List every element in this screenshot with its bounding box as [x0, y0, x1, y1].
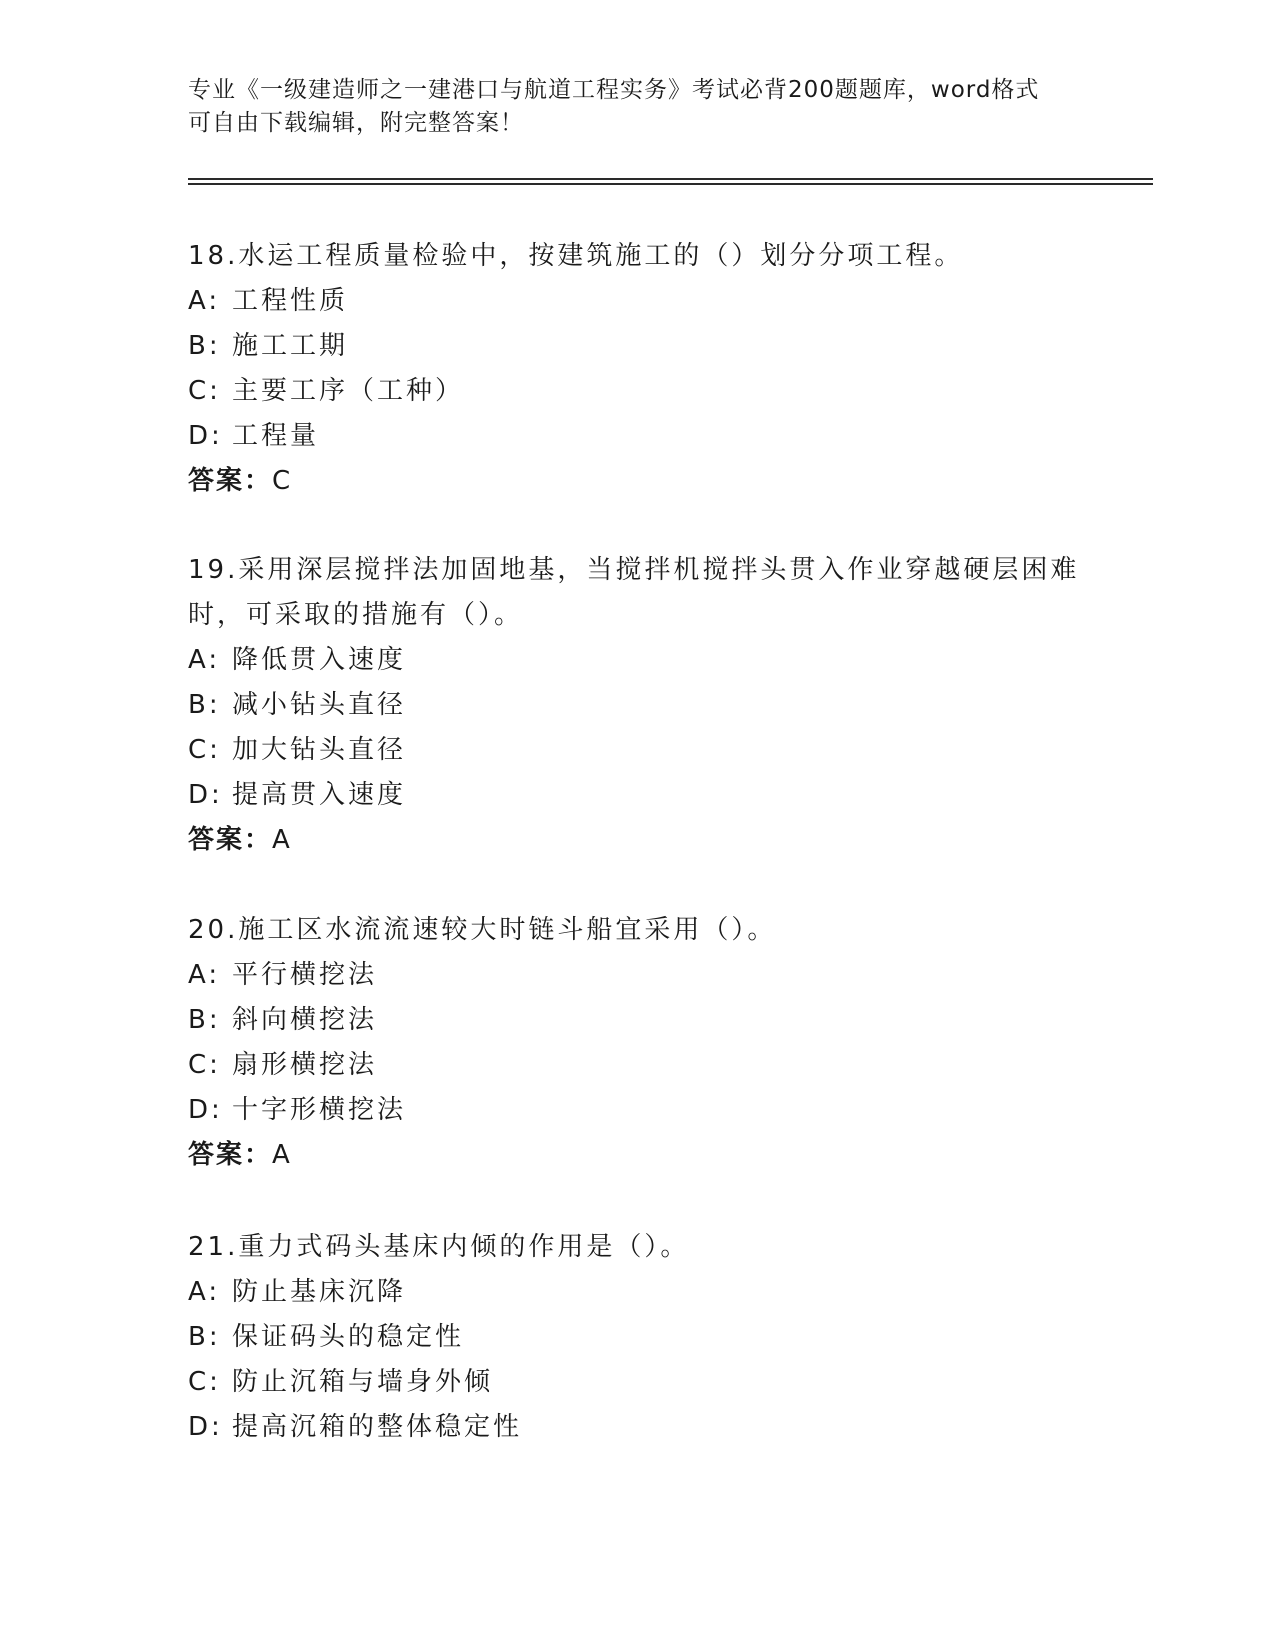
option-d	[188, 773, 1088, 818]
option-key: C:	[188, 376, 221, 406]
answer-value: C	[272, 466, 293, 496]
option-text: 防止基床沉降	[232, 1277, 407, 1307]
option-b	[188, 324, 1088, 369]
option-text: 减小钻头直径	[232, 690, 407, 720]
header-line-2: 可自由下载编辑，附完整答案！	[188, 110, 524, 136]
option-a	[188, 638, 1088, 683]
option-c	[188, 728, 1088, 773]
answer-label: 答案：	[188, 825, 273, 855]
option-b	[188, 683, 1088, 728]
option-text: 提高沉箱的整体稳定性	[232, 1412, 523, 1442]
answer-label: 答案：	[188, 1140, 273, 1170]
option-a	[188, 1270, 1088, 1315]
option-text: 防止沉箱与墙身外倾	[232, 1367, 494, 1397]
option-text: 加大钻头直径	[232, 735, 407, 765]
question-stem: 18.水运工程质量检验中，按建筑施工的（）划分分项工程。	[188, 241, 964, 271]
option-text: 平行横挖法	[232, 960, 378, 990]
answer-line	[188, 459, 1088, 504]
option-key: C:	[188, 1050, 221, 1080]
document-header	[188, 74, 1068, 140]
option-a	[188, 279, 1088, 324]
option-key: A:	[188, 960, 221, 990]
question-stem: 21.重力式码头基床内倾的作用是（）。	[188, 1232, 690, 1262]
option-key: B:	[188, 1322, 221, 1352]
option-a	[188, 953, 1088, 998]
option-key: B:	[188, 690, 221, 720]
question-stem: 20.施工区水流流速较大时链斗船宜采用（）。	[188, 915, 777, 945]
question-19	[188, 548, 1088, 863]
header-line-1: 专业《一级建造师之一建港口与航道工程实务》考试必背200题题库，word格式	[188, 77, 1040, 103]
question-stem-line-1: 19.采用深层搅拌法加固地基，当搅拌机搅拌头贯入作业穿越硬层困难	[188, 555, 1080, 585]
option-key: C:	[188, 1367, 221, 1397]
option-key: B:	[188, 1005, 221, 1035]
answer-line	[188, 818, 1088, 863]
option-text: 保证码头的稳定性	[232, 1322, 465, 1352]
header-divider-top	[188, 178, 1153, 180]
header-divider-bottom	[188, 183, 1153, 185]
option-c	[188, 369, 1088, 414]
option-d	[188, 1088, 1088, 1133]
option-text: 斜向横挖法	[232, 1005, 378, 1035]
option-key: D:	[188, 1412, 223, 1442]
option-b	[188, 1315, 1088, 1360]
option-text: 主要工序（工种）	[232, 376, 465, 406]
question-stem-line-2: 时，可采取的措施有（）。	[188, 600, 524, 630]
question-21	[188, 1225, 1088, 1450]
option-text: 施工工期	[232, 331, 349, 361]
option-c	[188, 1360, 1088, 1405]
option-key: D:	[188, 421, 223, 451]
answer-label: 答案：	[188, 466, 273, 496]
answer-value: A	[272, 825, 292, 855]
option-text: 十字形横挖法	[232, 1095, 407, 1125]
option-text: 工程量	[232, 421, 320, 451]
option-c	[188, 1043, 1088, 1088]
option-key: A:	[188, 286, 221, 316]
option-d	[188, 414, 1088, 459]
answer-value: A	[272, 1140, 292, 1170]
option-text: 降低贯入速度	[232, 645, 407, 675]
option-d	[188, 1405, 1088, 1450]
option-key: C:	[188, 735, 221, 765]
option-key: D:	[188, 780, 223, 810]
option-b	[188, 998, 1088, 1043]
question-18	[188, 234, 1088, 504]
option-key: D:	[188, 1095, 223, 1125]
answer-line	[188, 1133, 1088, 1178]
option-key: A:	[188, 645, 221, 675]
option-key: B:	[188, 331, 221, 361]
option-text: 工程性质	[232, 286, 349, 316]
option-text: 扇形横挖法	[232, 1050, 378, 1080]
option-key: A:	[188, 1277, 221, 1307]
question-20	[188, 908, 1088, 1178]
option-text: 提高贯入速度	[232, 780, 407, 810]
